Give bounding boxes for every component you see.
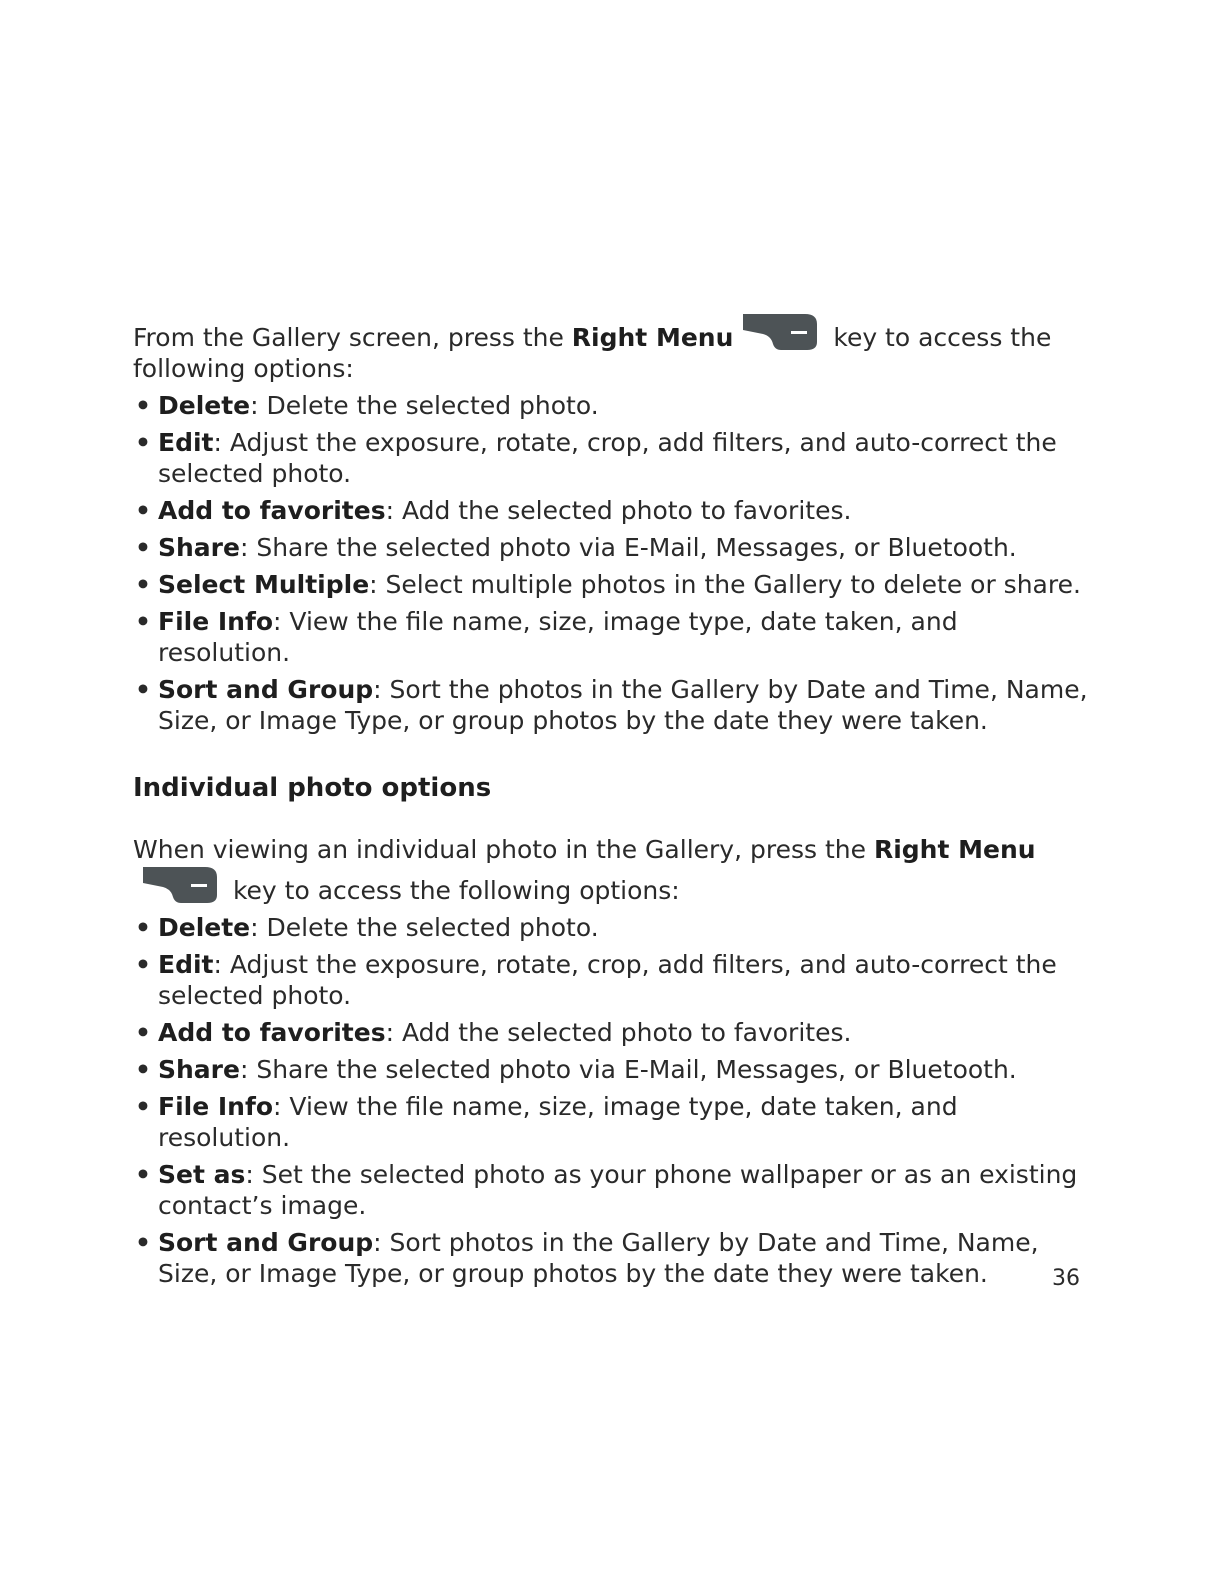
bullet-icon: • — [135, 1018, 151, 1047]
list-item — [133, 674, 1093, 736]
option-term: Sort and Group — [158, 675, 374, 704]
option-desc: : Sort photos in the Gallery by Date and Time, Name, Size, or Image Type, or group photos by the date they were taken. — [158, 1228, 1039, 1288]
bullet-icon: • — [135, 1092, 151, 1121]
option-desc: : Delete the selected photo. — [250, 391, 599, 420]
key-name: Right Menu — [571, 323, 734, 352]
option-desc: : Sort the photos in the Gallery by Date and Time, Name, Size, or Image Type, or group photos by the date they were taken. — [158, 675, 1088, 735]
list-item — [133, 532, 1093, 563]
option-desc: : Share the selected photo via E-Mail, Messages, or Bluetooth. — [239, 533, 1017, 562]
list-item — [133, 390, 1093, 421]
list-item — [133, 1054, 1093, 1085]
bullet-icon: • — [135, 533, 151, 562]
gallery-options-list — [133, 390, 1093, 736]
list-item — [133, 495, 1093, 526]
option-term: File Info — [158, 607, 274, 636]
option-term: Edit — [158, 428, 214, 457]
option-desc: : Add the selected photo to favorites. — [385, 496, 852, 525]
page-number: 36 — [1052, 1266, 1080, 1291]
bullet-icon: • — [135, 391, 151, 420]
option-term: Edit — [158, 950, 214, 979]
list-item — [133, 569, 1093, 600]
key-name: Right Menu — [873, 835, 1036, 864]
option-term: Sort and Group — [158, 1228, 374, 1257]
option-term: Add to favorites — [158, 1018, 386, 1047]
bullet-icon: • — [135, 570, 151, 599]
option-term: Delete — [158, 391, 251, 420]
intro-text-before: From the Gallery screen, press the — [133, 323, 572, 352]
option-desc: : Delete the selected photo. — [250, 913, 599, 942]
list-item — [133, 949, 1093, 1011]
individual-photo-intro — [133, 834, 1093, 906]
option-desc: : Share the selected photo via E-Mail, Messages, or Bluetooth. — [239, 1055, 1017, 1084]
list-item — [133, 1227, 1093, 1289]
list-item — [133, 1091, 1093, 1153]
gallery-intro — [133, 312, 1093, 384]
list-item — [133, 1017, 1093, 1048]
bullet-icon: • — [135, 950, 151, 979]
option-term: Share — [158, 1055, 240, 1084]
option-desc: : Select multiple photos in the Gallery to delete or share. — [369, 570, 1081, 599]
option-desc: : Add the selected photo to favorites. — [385, 1018, 852, 1047]
option-desc: : Adjust the exposure, rotate, crop, add filters, and auto-correct the selected photo. — [158, 950, 1057, 1010]
list-item — [133, 912, 1093, 943]
bullet-icon: • — [135, 428, 151, 457]
option-term: Add to favorites — [158, 496, 386, 525]
right-menu-key-icon — [141, 865, 219, 905]
bullet-icon: • — [135, 1055, 151, 1084]
section-heading: Individual photo options — [133, 773, 492, 803]
bullet-icon: • — [135, 1160, 151, 1189]
bullet-icon: • — [135, 675, 151, 704]
option-desc: : View the file name, size, image type, date taken, and resolution. — [158, 1092, 958, 1152]
option-desc: : Adjust the exposure, rotate, crop, add filters, and auto-correct the selected photo. — [158, 428, 1057, 488]
intro-text-after: key to access the following options: — [225, 876, 680, 905]
individual-photo-options-list — [133, 912, 1093, 1289]
option-desc: : Set the selected photo as your phone wallpaper or as an existing contact’s image. — [158, 1160, 1078, 1220]
bullet-icon: • — [135, 1228, 151, 1257]
list-item — [133, 1159, 1093, 1221]
bullet-icon: • — [135, 496, 151, 525]
option-term: File Info — [158, 1092, 274, 1121]
bullet-icon: • — [135, 607, 151, 636]
list-item — [133, 606, 1093, 668]
option-term: Share — [158, 533, 240, 562]
option-term: Delete — [158, 913, 251, 942]
option-term: Select Multiple — [158, 570, 370, 599]
right-menu-key-icon — [741, 312, 819, 352]
option-desc: : View the file name, size, image type, date taken, and resolution. — [158, 607, 958, 667]
intro-text-after: key to access the following options: — [133, 323, 1052, 383]
bullet-icon: • — [135, 913, 151, 942]
list-item — [133, 427, 1093, 489]
intro-text-before: When viewing an individual photo in the Gallery, press the — [133, 835, 874, 864]
page-content — [133, 312, 1093, 1295]
option-term: Set as — [158, 1160, 246, 1189]
